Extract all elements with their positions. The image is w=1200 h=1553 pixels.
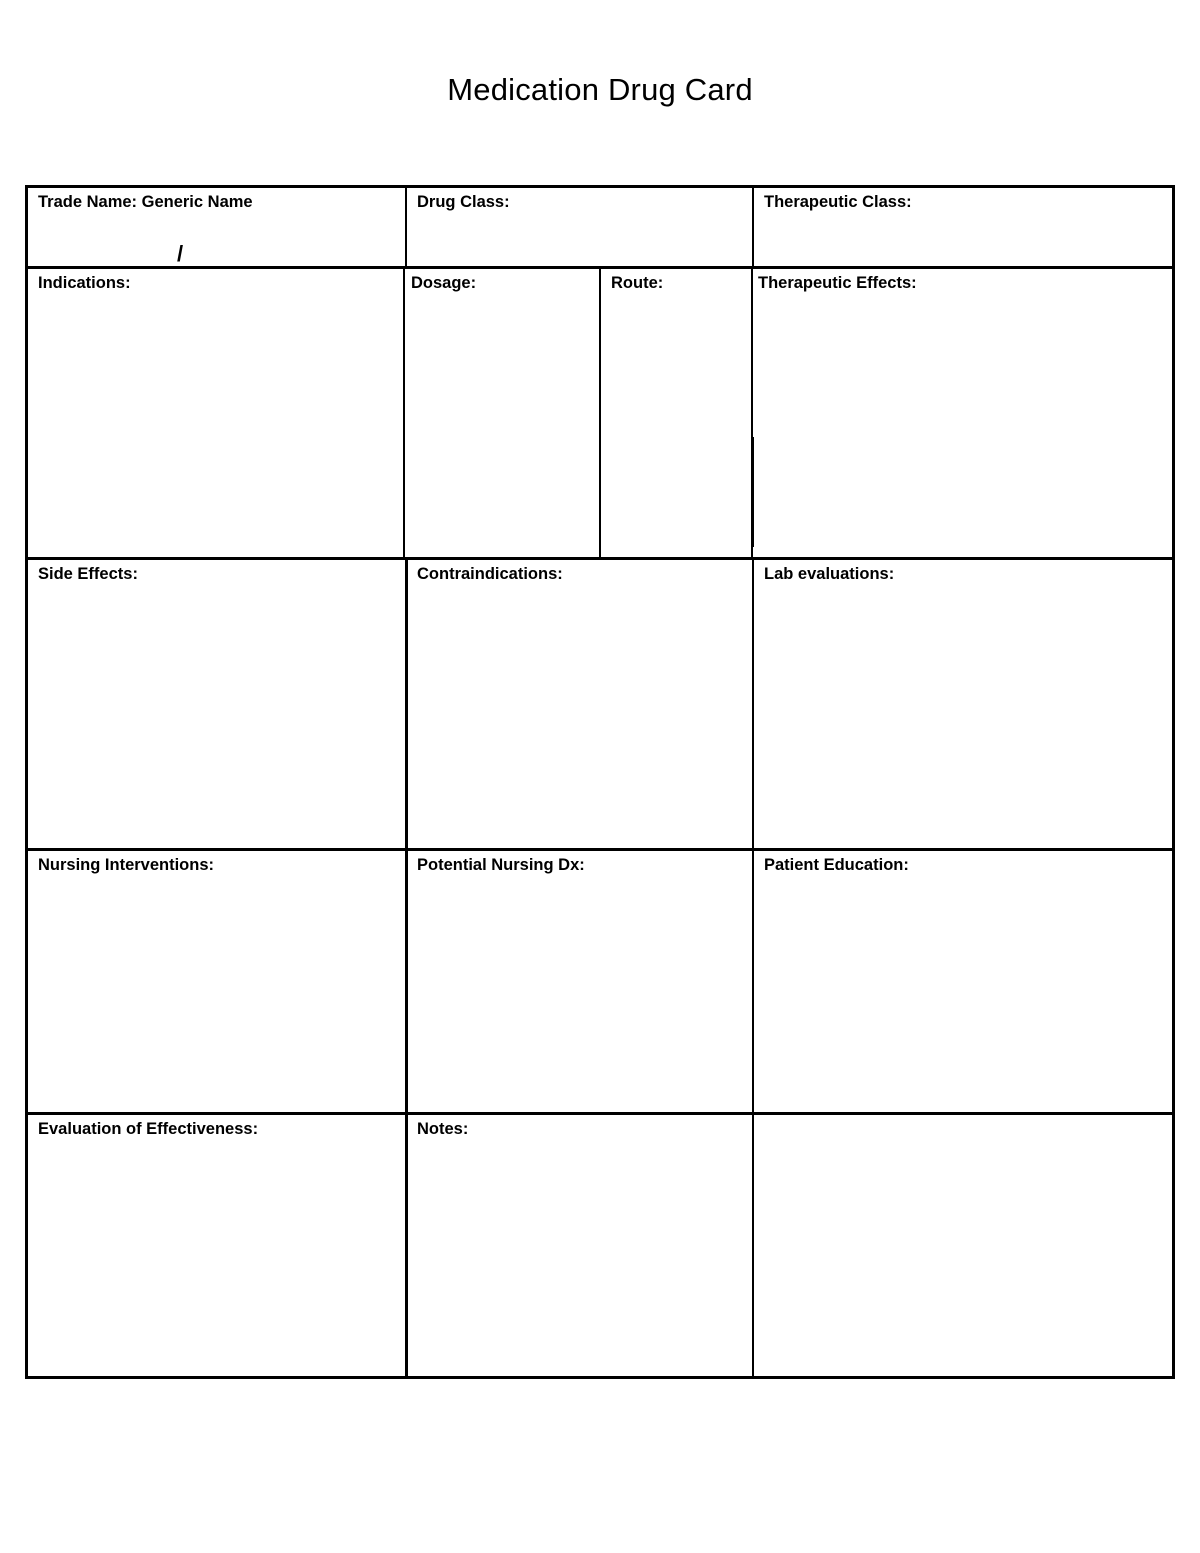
evaluation-cell [28, 1115, 405, 1376]
card-border-right [1172, 185, 1175, 1379]
indications-cell [28, 269, 403, 557]
route-cell [601, 269, 751, 557]
lab-evaluations-cell [754, 560, 1172, 848]
therapeutic-class-cell [754, 188, 1172, 266]
lab-evaluations-label: Lab evaluations: [764, 565, 895, 583]
nursing-interventions-label: Nursing Interventions: [38, 856, 215, 874]
drug-class-cell [407, 188, 752, 266]
evaluation-label: Evaluation of Effectiveness: [38, 1120, 259, 1138]
dosage-cell [405, 269, 599, 557]
name-separator: / [177, 241, 184, 266]
empty-cell [754, 1115, 1172, 1376]
trade-name-cell [28, 188, 405, 266]
card-border-bottom [25, 1376, 1175, 1379]
therapeutic-effects-label: Therapeutic Effects: [758, 274, 917, 292]
nursing-interventions-cell [28, 851, 405, 1112]
notes-label: Notes: [417, 1120, 469, 1138]
side-effects-label: Side Effects: [38, 565, 138, 583]
notes-cell [408, 1115, 752, 1376]
potential-nursing-dx-label: Potential Nursing Dx: [417, 856, 585, 874]
trade-name-label: Trade Name: Generic Name [38, 193, 253, 211]
indications-label: Indications: [38, 274, 131, 292]
patient-education-cell [754, 851, 1172, 1112]
contraindications-cell [408, 560, 752, 848]
route-label: Route: [611, 274, 664, 292]
dosage-label: Dosage: [411, 274, 477, 292]
therapeutic-class-label: Therapeutic Class: [764, 193, 912, 211]
contraindications-label: Contraindications: [417, 565, 563, 583]
page-title: Medication Drug Card [447, 72, 753, 107]
drug-class-label: Drug Class: [417, 193, 510, 211]
patient-education-label: Patient Education: [764, 856, 909, 874]
therapeutic-effects-cell [753, 269, 1172, 557]
potential-nursing-dx-cell [408, 851, 752, 1112]
side-effects-cell [28, 560, 405, 848]
